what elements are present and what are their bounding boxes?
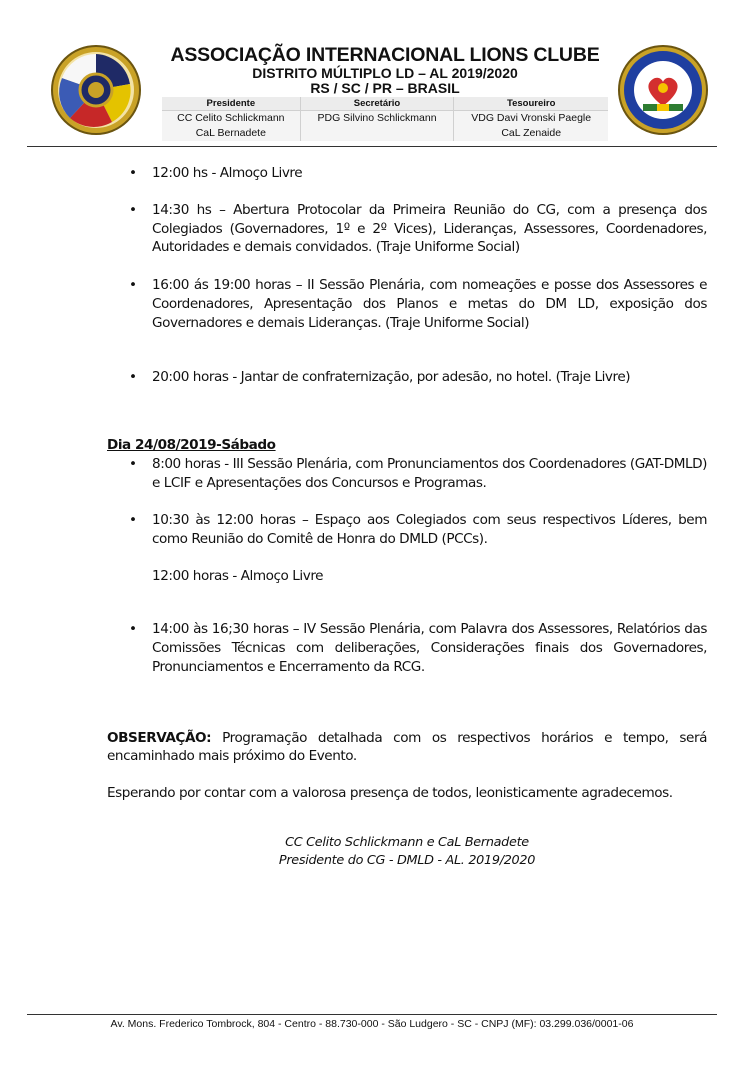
officer-name: CaL Bernadete: [195, 127, 266, 139]
schedule-item: • 10:30 às 12:00 horas – Espaço aos Colegiados com seus respectivos Líderes, bem como Reunião do Comitê de Honra do DMLD (PCCs).: [107, 511, 707, 549]
schedule-item: • 14:30 hs – Abertura Protocolar da Primeira Reunião do CG, com a presença dos Colegiados (Governadores, 1º e 2º Vices), Lideranças, Assessores, Coordenadores, Autoridades e demais convidados. (Traje Uniforme Social): [107, 201, 707, 257]
schedule-item: • 20:00 horas - Jantar de confraternização, por adesão, no hotel. (Traje Livre): [107, 368, 707, 387]
footer-address: Av. Mons. Frederico Tombrock, 804 - Centro - 88.730-000 - São Ludgero - SC - CNPJ (MF): 03.299.036/0001-06: [110, 1018, 634, 1030]
officer-role: Secretário: [300, 97, 454, 111]
day1-schedule-list: [107, 164, 707, 386]
district-emblem-logo: [50, 44, 142, 136]
officer-name: CaL Zenaide: [501, 127, 562, 139]
schedule-item: • 8:00 horas - III Sessão Plenária, com Pronunciamentos dos Coordenadores (GAT-DMLD) e LCIF e Apresentações dos Concursos e Programas.: [107, 455, 707, 493]
header-divider: [27, 146, 717, 147]
officer-names: [300, 111, 454, 142]
officer-names: [162, 111, 300, 142]
observation-paragraph: [107, 729, 707, 767]
footer-divider: [27, 1014, 717, 1015]
officers-table: [162, 97, 608, 141]
signature-title: Presidente do CG - DMLD - AL. 2019/2020: [278, 853, 536, 868]
officer-names: [454, 111, 608, 142]
officer-role: Tesoureiro: [454, 97, 608, 111]
officer-name: VDG Davi Vronski Paegle: [471, 112, 592, 124]
schedule-item: • 12:00 hs - Almoço Livre: [107, 164, 707, 183]
schedule-item: • 14:00 às 16;30 horas – IV Sessão Plenária, com Palavra dos Assessores, Relatórios das Comissões Técnicas com deliberações, Considerações finais dos Governadores, Pronunciamentos e Encerramento da RCG.: [107, 620, 707, 676]
officer-name: CC Celito Schlickmann: [177, 112, 285, 124]
observation-label: OBSERVAÇÃO:: [107, 729, 212, 746]
event-program: [107, 164, 707, 803]
district-subtitle: DISTRITO MÚLTIPLO LD – AL 2019/2020: [252, 65, 518, 81]
observation-text: Programação detalhada com os respectivos horários e tempo, será encaminhado mais próximo do Evento.: [107, 729, 707, 765]
letterhead: [162, 44, 608, 96]
afternoon-schedule-list: [107, 620, 707, 676]
organization-title: ASSOCIAÇÃO INTERNACIONAL LIONS CLUBE: [170, 44, 600, 66]
officer-role: Presidente: [162, 97, 300, 111]
signature-block: [107, 834, 707, 870]
council-seal-logo: [617, 44, 709, 136]
signature-name: CC Celito Schlickmann e CaL Bernadete: [285, 835, 529, 850]
day2-schedule-list: [107, 455, 707, 548]
lunch-note: 12:00 horas - Almoço Livre: [152, 568, 324, 585]
day2-heading: Dia 24/08/2019-Sábado: [107, 437, 276, 454]
schedule-item: • 16:00 ás 19:00 horas – II Sessão Plenária, com nomeações e posse dos Assessores e Coordenadores, Apresentação dos Planos e metas do DM LD, exposição dos Governadores e demais Lideranças. (Traje Uniforme Social): [107, 276, 707, 332]
closing-paragraph: Esperando por contar com a valorosa presença de todos, leonisticamente agradecemos.: [107, 785, 673, 802]
region-subtitle: RS / SC / PR – BRASIL: [310, 80, 460, 96]
officer-name: PDG Silvino Schlickmann: [317, 112, 437, 124]
